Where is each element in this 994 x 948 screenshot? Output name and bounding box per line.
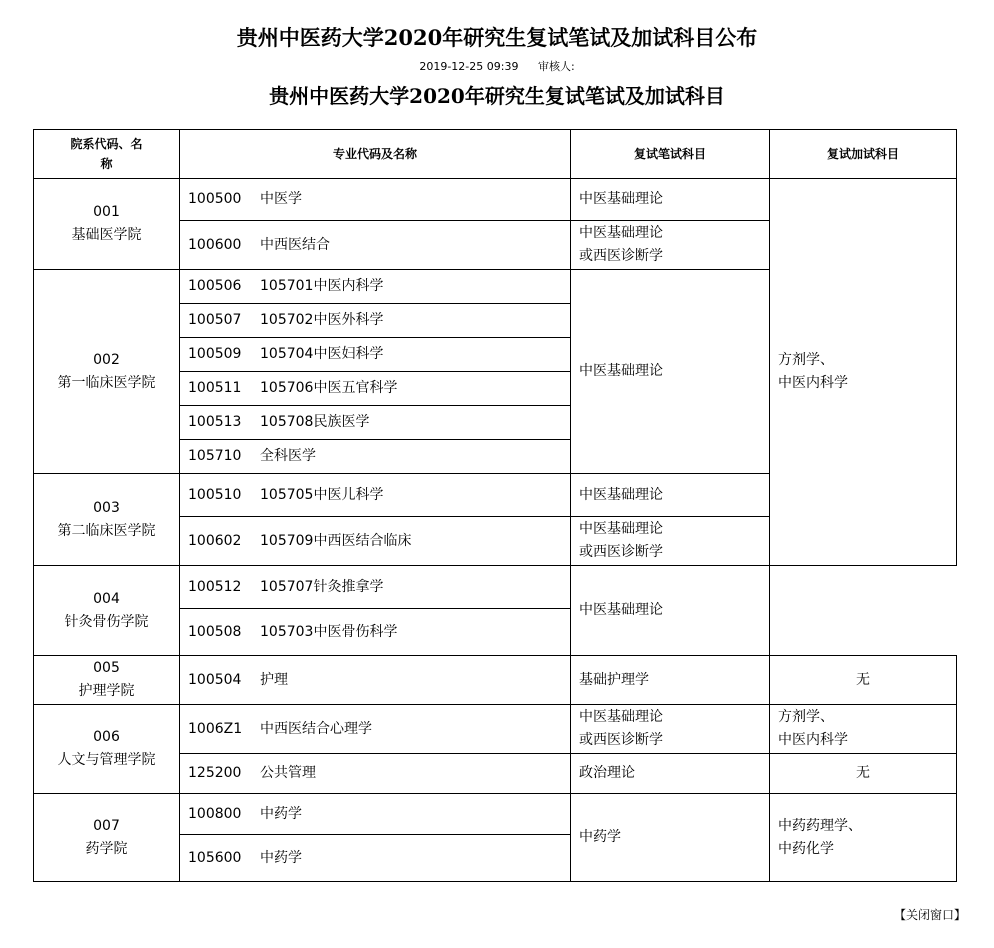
written-cell: 政治理论 xyxy=(571,754,770,794)
major-name: 105705中医儿科学 xyxy=(260,486,384,503)
major-code: 100506 xyxy=(188,278,242,294)
major-cell xyxy=(180,609,571,656)
major-code: 100600 xyxy=(188,236,242,253)
subjects-table xyxy=(33,129,957,882)
dept-code: 004 xyxy=(93,590,120,607)
major-cell xyxy=(180,754,571,794)
header-extra: 复试加试科目 xyxy=(770,130,957,179)
extra-cell: 方剂学、 中医内科学 xyxy=(770,179,957,566)
major-cell xyxy=(180,338,571,372)
extra-cell: 无 xyxy=(770,754,957,794)
major-name: 105709中西医结合临床 xyxy=(260,532,412,549)
major-code: 100509 xyxy=(188,346,242,362)
major-code: 100507 xyxy=(188,312,242,328)
major-code: 100513 xyxy=(188,414,242,430)
major-cell xyxy=(180,517,571,566)
header-dept: 院系代码、名称 xyxy=(34,130,180,179)
written-cell: 中医基础理论 或西医诊断学 xyxy=(571,517,770,566)
dept-name: 人文与管理学院 xyxy=(57,752,156,768)
major-name: 全科医学 xyxy=(260,448,316,464)
written-cell: 中医基础理论 xyxy=(571,270,770,474)
table-row xyxy=(34,179,957,221)
dept-cell xyxy=(34,270,180,474)
written-cell: 中医基础理论 xyxy=(571,566,770,656)
written-cell: 中医基础理论 或西医诊断学 xyxy=(571,221,770,270)
major-code: 100500 xyxy=(188,191,242,207)
dept-code: 007 xyxy=(93,817,120,834)
dept-cell xyxy=(34,474,180,566)
major-code: 105710 xyxy=(188,448,242,464)
major-cell xyxy=(180,835,571,882)
major-code: 100510 xyxy=(188,486,242,503)
table-row xyxy=(34,656,957,705)
major-cell xyxy=(180,794,571,835)
major-name: 中医学 xyxy=(260,191,302,207)
table-header-row xyxy=(34,130,957,179)
major-code: 1006Z1 xyxy=(188,720,243,737)
reviewer-label: 审核人: xyxy=(537,60,575,73)
major-name: 中西医结合 xyxy=(260,236,330,253)
dept-name: 护理学院 xyxy=(78,683,135,699)
extra-cell: 中药药理学、 中药化学 xyxy=(770,794,957,882)
major-code: 100504 xyxy=(188,671,242,688)
major-cell xyxy=(180,440,571,474)
major-code: 100512 xyxy=(188,578,242,595)
dept-cell xyxy=(34,179,180,270)
dept-name: 针灸骨伤学院 xyxy=(64,613,149,630)
major-code: 100602 xyxy=(188,532,242,549)
dept-name: 基础医学院 xyxy=(71,227,142,243)
dept-name: 药学院 xyxy=(85,840,128,857)
major-cell xyxy=(180,656,571,705)
written-cell: 中医基础理论 xyxy=(571,474,770,517)
table-title: 贵州中医药大学2020年研究生复试笔试及加试科目 xyxy=(269,84,725,108)
major-cell xyxy=(180,406,571,440)
major-code: 125200 xyxy=(188,765,242,781)
major-name: 105708民族医学 xyxy=(260,414,370,430)
major-cell xyxy=(180,566,571,609)
dept-code: 001 xyxy=(93,204,120,220)
dept-code: 006 xyxy=(93,729,120,745)
major-name: 105707针灸推拿学 xyxy=(260,578,384,595)
dept-code: 002 xyxy=(93,351,120,368)
dept-name: 第二临床医学院 xyxy=(57,522,156,539)
dept-code: 003 xyxy=(93,499,120,516)
major-name: 105701中医内科学 xyxy=(260,278,384,294)
publish-date: 2019-12-25 09:39 xyxy=(419,60,519,73)
header-written: 复试笔试科目 xyxy=(571,130,770,179)
table-row xyxy=(34,705,957,754)
major-name: 中药学 xyxy=(260,805,302,822)
major-code: 105600 xyxy=(188,849,242,866)
close-window-link[interactable]: 【关闭窗口】 xyxy=(894,908,967,922)
meta-line xyxy=(0,58,994,74)
major-name: 105702中医外科学 xyxy=(260,312,384,328)
major-name: 105706中医五官科学 xyxy=(260,380,398,396)
major-code: 100511 xyxy=(188,380,242,396)
dept-cell xyxy=(34,566,180,656)
dept-cell xyxy=(34,656,180,705)
extra-cell: 无 xyxy=(770,656,957,705)
major-cell xyxy=(180,221,571,270)
major-name: 中西医结合心理学 xyxy=(260,720,372,737)
major-code: 100800 xyxy=(188,805,242,822)
major-name: 105704中医妇科学 xyxy=(260,346,384,362)
table-row xyxy=(34,566,957,609)
dept-cell xyxy=(34,705,180,794)
header-major: 专业代码及名称 xyxy=(180,130,571,179)
major-code: 100508 xyxy=(188,623,242,640)
written-cell: 中药学 xyxy=(571,794,770,882)
written-cell: 中医基础理论 xyxy=(571,179,770,221)
written-cell: 基础护理学 xyxy=(571,656,770,705)
major-name: 公共管理 xyxy=(260,765,316,781)
major-cell xyxy=(180,179,571,221)
page-title: 贵州中医药大学2020年研究生复试笔试及加试科目公布 xyxy=(236,25,758,50)
dept-name: 第一临床医学院 xyxy=(57,374,156,391)
major-cell xyxy=(180,372,571,406)
written-cell: 中医基础理论 或西医诊断学 xyxy=(571,705,770,754)
dept-code: 005 xyxy=(93,660,120,676)
major-name: 护理 xyxy=(260,671,288,688)
major-cell xyxy=(180,304,571,338)
dept-cell xyxy=(34,794,180,882)
extra-cell: 方剂学、 中医内科学 xyxy=(770,705,957,754)
major-cell xyxy=(180,474,571,517)
table-row xyxy=(34,794,957,835)
major-name: 105703中医骨伤科学 xyxy=(260,623,398,640)
major-cell xyxy=(180,705,571,754)
major-cell xyxy=(180,270,571,304)
major-name: 中药学 xyxy=(260,849,302,866)
